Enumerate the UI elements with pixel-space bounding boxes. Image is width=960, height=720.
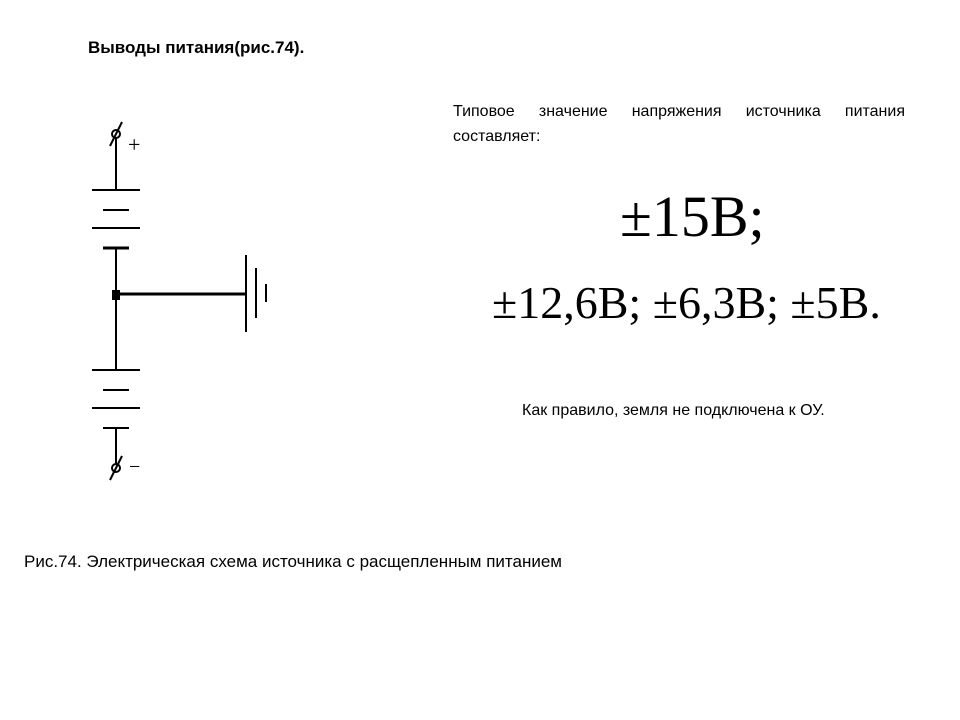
- upper-battery: [92, 190, 140, 248]
- figure-caption: Рис.74. Электрическая схема источника с расщепленным питанием: [24, 552, 562, 571]
- minus-label: −: [129, 456, 141, 478]
- voltage-alternatives: ±12,6В; ±6,3В; ±5В.: [492, 277, 881, 328]
- lower-battery: [92, 370, 140, 428]
- slide-title: Выводы питания(рис.74).: [88, 38, 305, 57]
- plus-label: +: [128, 132, 141, 157]
- intro-text: Типовое значение напряжения источника питания составляет:: [453, 103, 905, 145]
- ground-symbol: [246, 255, 266, 332]
- split-supply-schematic: [0, 0, 320, 520]
- junction-dot: [112, 290, 120, 300]
- ground-note: Как правило, земля не подключена к ОУ.: [522, 402, 825, 419]
- voltage-main: ±15В;: [620, 184, 765, 249]
